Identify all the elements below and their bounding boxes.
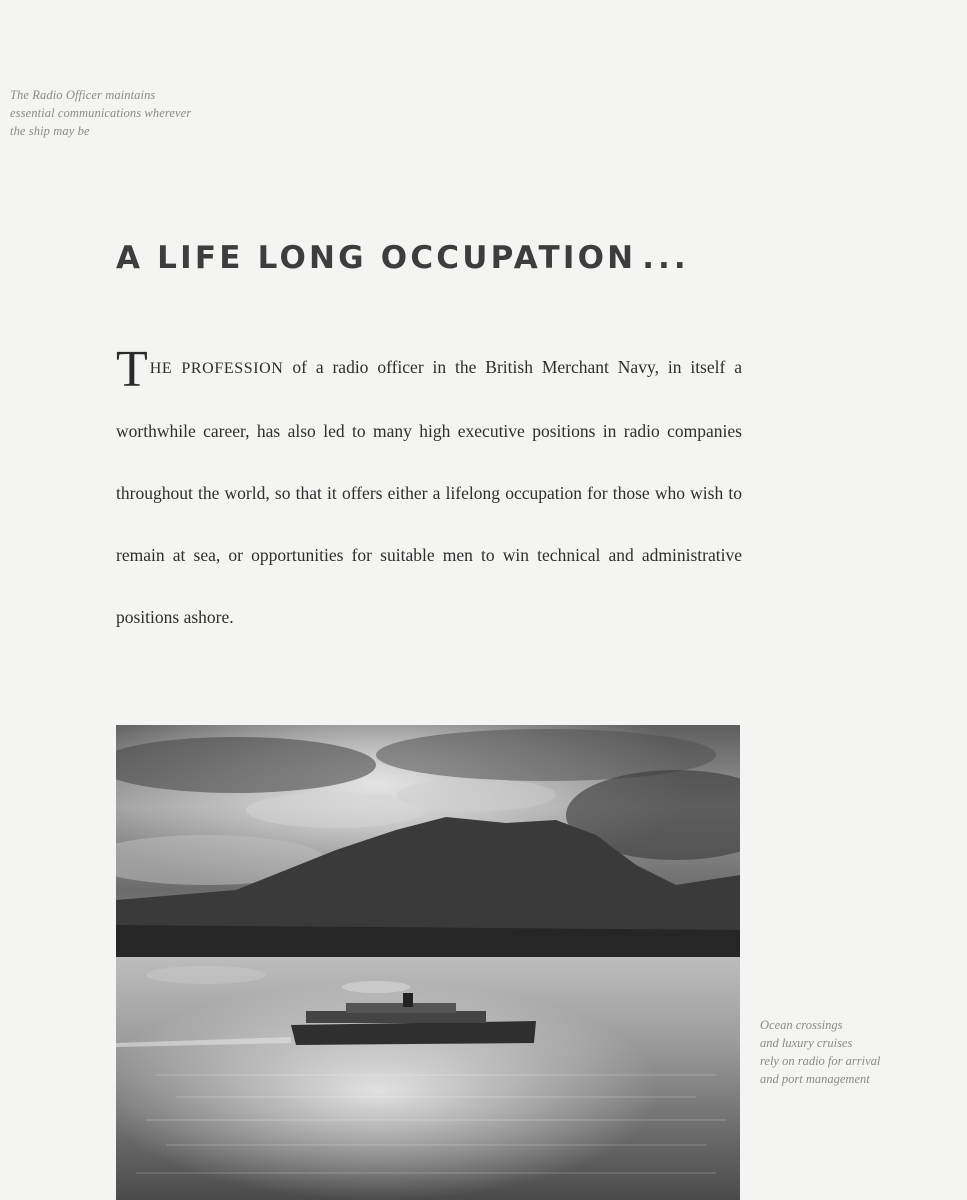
ship-at-sea-photo	[116, 725, 740, 1200]
margin-caption-radio-officer: The Radio Officer maintains essential communications wherever the ship may be	[10, 88, 192, 138]
headline-title: A LIFE LONG OCCUPATION	[116, 240, 637, 276]
page-headline	[116, 240, 690, 276]
lead-smallcaps: HE PROFESSION	[149, 360, 284, 377]
body-text: of a radio officer in the British Merchant Navy, in itself a worthwhile career, has also led to many high executive positions in radio companies throughout the world, so that it offers either a lifelong occupation for those who wish to remain at sea, or opportunities for suitable men to win technical and administrative positions ashore.	[116, 357, 742, 627]
headline-ellipsis: ...	[642, 240, 690, 276]
photo-caption-ocean-crossings: Ocean crossings and luxury cruises rely on radio for arrival and port management	[760, 1018, 881, 1086]
body-paragraph	[116, 336, 742, 648]
drop-cap-letter: T	[116, 341, 148, 398]
